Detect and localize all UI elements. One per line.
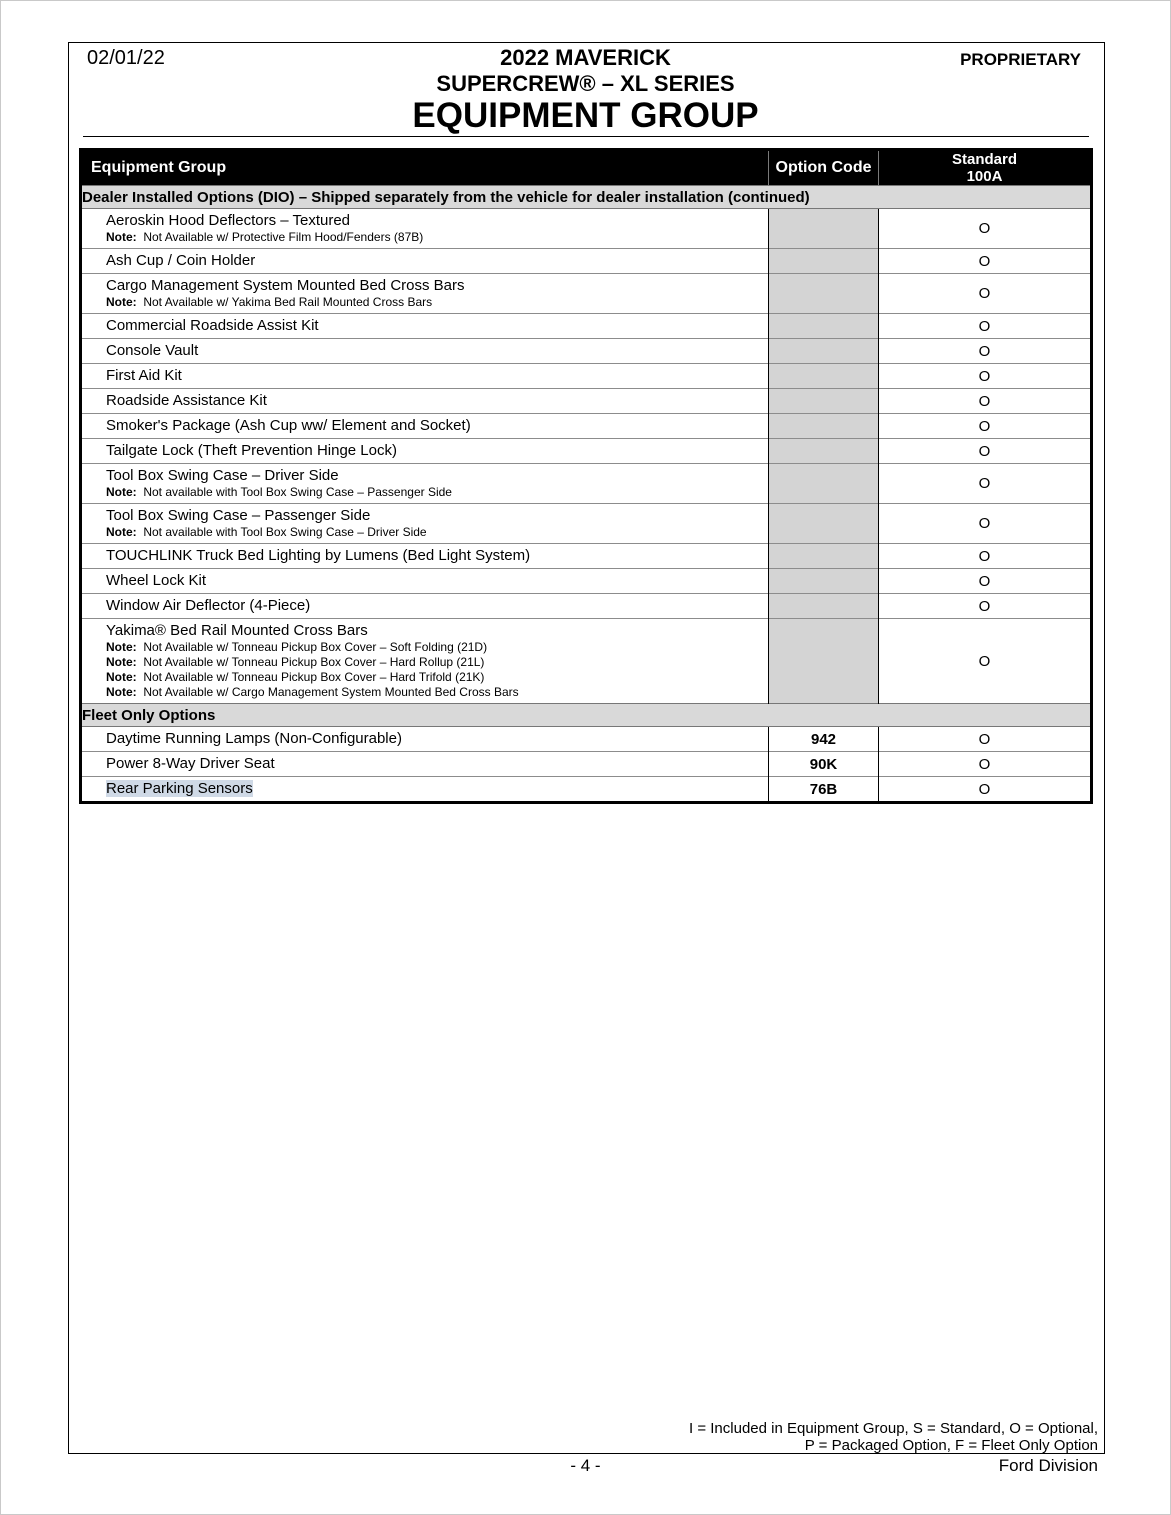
option-code-cell (769, 389, 879, 414)
note-text: Not available with Tool Box Swing Case – Passenger Side (143, 485, 452, 499)
item-description-cell (81, 314, 769, 339)
item-description-cell (81, 504, 769, 544)
standard-availability-cell: O (879, 777, 1092, 803)
item-name: TOUCHLINK Truck Bed Lighting by Lumens (Bed Light System) (106, 547, 531, 564)
standard-availability-cell: O (879, 544, 1092, 569)
option-code-cell: 76B (769, 777, 879, 803)
standard-availability-cell: O (879, 439, 1092, 464)
item-description-cell (81, 594, 769, 619)
standard-availability-cell: O (879, 727, 1092, 752)
item-name: Commercial Roadside Assist Kit (106, 317, 319, 334)
note-label: Note: (106, 295, 137, 309)
table-row (81, 209, 1092, 249)
item-description-cell (81, 619, 769, 704)
table-row (81, 389, 1092, 414)
option-code-cell (769, 569, 879, 594)
section-header-row (81, 704, 1092, 727)
item-description-cell (81, 249, 769, 274)
item-name: Rear Parking Sensors (106, 780, 253, 797)
table-row (81, 777, 1092, 803)
item-description-cell (81, 389, 769, 414)
note-label: Note: (106, 640, 137, 654)
standard-availability-cell: O (879, 314, 1092, 339)
column-header-std-line2: 100A (966, 168, 1003, 185)
item-note (106, 485, 768, 500)
item-name: Cargo Management System Mounted Bed Cross Bars (106, 277, 465, 294)
option-code-cell (769, 439, 879, 464)
standard-availability-cell: O (879, 339, 1092, 364)
standard-availability-cell: O (879, 464, 1092, 504)
table-row (81, 619, 1092, 704)
standard-availability-cell: O (879, 752, 1092, 777)
table-row (81, 274, 1092, 314)
item-note (106, 230, 768, 245)
option-code-cell (769, 249, 879, 274)
legend-line-1: I = Included in Equipment Group, S = Standard, O = Optional, (689, 1420, 1098, 1437)
table-row (81, 464, 1092, 504)
option-code-cell (769, 314, 879, 339)
item-description-cell (81, 339, 769, 364)
standard-availability-cell: O (879, 209, 1092, 249)
table-row (81, 439, 1092, 464)
note-text: Not Available w/ Tonneau Pickup Box Cover – Hard Trifold (21K) (143, 670, 485, 684)
table-row (81, 752, 1092, 777)
item-name: Window Air Deflector (4-Piece) (106, 597, 311, 614)
title-series: SUPERCREW® – XL SERIES (436, 71, 735, 96)
option-code-cell (769, 209, 879, 249)
option-code-cell (769, 594, 879, 619)
equipment-table (79, 148, 1093, 804)
table-body (81, 186, 1092, 803)
option-code-cell (769, 504, 879, 544)
item-note (106, 655, 768, 670)
item-description-cell (81, 544, 769, 569)
document-date: 02/01/22 (87, 47, 165, 69)
table-row (81, 364, 1092, 389)
table-row (81, 414, 1092, 439)
note-text: Not Available w/ Tonneau Pickup Box Cover – Soft Folding (21D) (143, 640, 488, 654)
item-description-cell (81, 752, 769, 777)
column-header-standard-100a (879, 150, 1092, 186)
standard-availability-cell: O (879, 594, 1092, 619)
classification-label: PROPRIETARY (960, 50, 1081, 69)
standard-availability-cell: O (879, 619, 1092, 704)
item-note (106, 525, 768, 540)
item-note (106, 685, 768, 700)
column-header-std-line1: Standard (951, 151, 1017, 168)
table-row (81, 594, 1092, 619)
item-name: Tailgate Lock (Theft Prevention Hinge Lock) (106, 442, 397, 459)
standard-availability-cell: O (879, 274, 1092, 314)
page-title: EQUIPMENT GROUP (412, 96, 759, 135)
table-row (81, 544, 1092, 569)
division-label: Ford Division (998, 1456, 1098, 1475)
item-note (106, 295, 768, 310)
legend-line-2: P = Packaged Option, F = Fleet Only Option (804, 1437, 1098, 1454)
option-code-cell (769, 339, 879, 364)
item-name: First Aid Kit (106, 367, 182, 384)
item-name: Aeroskin Hood Deflectors – Textured (106, 212, 351, 229)
item-description-cell (81, 439, 769, 464)
section-title: Fleet Only Options (81, 704, 1092, 727)
note-text: Not available with Tool Box Swing Case – Driver Side (143, 525, 427, 539)
standard-availability-cell: O (879, 414, 1092, 439)
note-text: Not Available w/ Protective Film Hood/Fenders (87B) (143, 230, 424, 244)
item-description-cell (81, 464, 769, 504)
item-name: Ash Cup / Coin Holder (106, 252, 256, 269)
item-name: Tool Box Swing Case – Driver Side (106, 467, 339, 484)
item-note (106, 640, 768, 655)
standard-availability-cell: O (879, 249, 1092, 274)
item-name: Wheel Lock Kit (106, 572, 207, 589)
table-row (81, 249, 1092, 274)
standard-availability-cell: O (879, 364, 1092, 389)
item-description-cell (81, 569, 769, 594)
note-label: Note: (106, 670, 137, 684)
note-label: Note: (106, 685, 137, 699)
column-header-option-code: Option Code (769, 150, 879, 186)
section-title: Dealer Installed Options (DIO) – Shipped separately from the vehicle for dealer installation (continued) (81, 186, 1092, 209)
item-description-cell (81, 777, 769, 803)
table-row (81, 504, 1092, 544)
note-text: Not Available w/ Cargo Management System Mounted Bed Cross Bars (143, 685, 519, 699)
note-text: Not Available w/ Yakima Bed Rail Mounted Cross Bars (143, 295, 433, 309)
table-header-row (81, 150, 1092, 186)
item-name: Power 8-Way Driver Seat (106, 755, 275, 772)
table-row (81, 339, 1092, 364)
note-text: Not Available w/ Tonneau Pickup Box Cover – Hard Rollup (21L) (143, 655, 485, 669)
option-code-cell (769, 464, 879, 504)
page-number: - 4 - (570, 1456, 601, 1475)
standard-availability-cell: O (879, 569, 1092, 594)
item-name: Yakima® Bed Rail Mounted Cross Bars (106, 622, 368, 639)
table-row (81, 314, 1092, 339)
table-row (81, 727, 1092, 752)
option-code-cell (769, 544, 879, 569)
option-code-cell: 942 (769, 727, 879, 752)
option-code-cell (769, 274, 879, 314)
section-header-row (81, 186, 1092, 209)
standard-availability-cell: O (879, 389, 1092, 414)
column-header-equipment-group: Equipment Group (81, 150, 769, 186)
option-code-cell (769, 364, 879, 389)
legend (689, 1420, 1098, 1454)
item-description-cell (81, 727, 769, 752)
option-code-cell: 90K (769, 752, 879, 777)
note-label: Note: (106, 230, 137, 244)
item-description-cell (81, 274, 769, 314)
item-description-cell (81, 209, 769, 249)
title-model: 2022 MAVERICK (500, 45, 671, 70)
item-name: Roadside Assistance Kit (106, 392, 267, 409)
note-label: Note: (106, 525, 137, 539)
table-row (81, 569, 1092, 594)
standard-availability-cell: O (879, 504, 1092, 544)
item-name: Smoker's Package (Ash Cup ww/ Element and Socket) (106, 417, 471, 434)
item-name: Console Vault (106, 342, 199, 359)
item-description-cell (81, 414, 769, 439)
item-description-cell (81, 364, 769, 389)
item-note (106, 670, 768, 685)
note-label: Note: (106, 655, 137, 669)
item-name: Daytime Running Lamps (Non-Configurable) (106, 730, 402, 747)
option-code-cell (769, 414, 879, 439)
item-name: Tool Box Swing Case – Passenger Side (106, 507, 371, 524)
option-code-cell (769, 619, 879, 704)
note-label: Note: (106, 485, 137, 499)
header-divider (83, 136, 1089, 137)
